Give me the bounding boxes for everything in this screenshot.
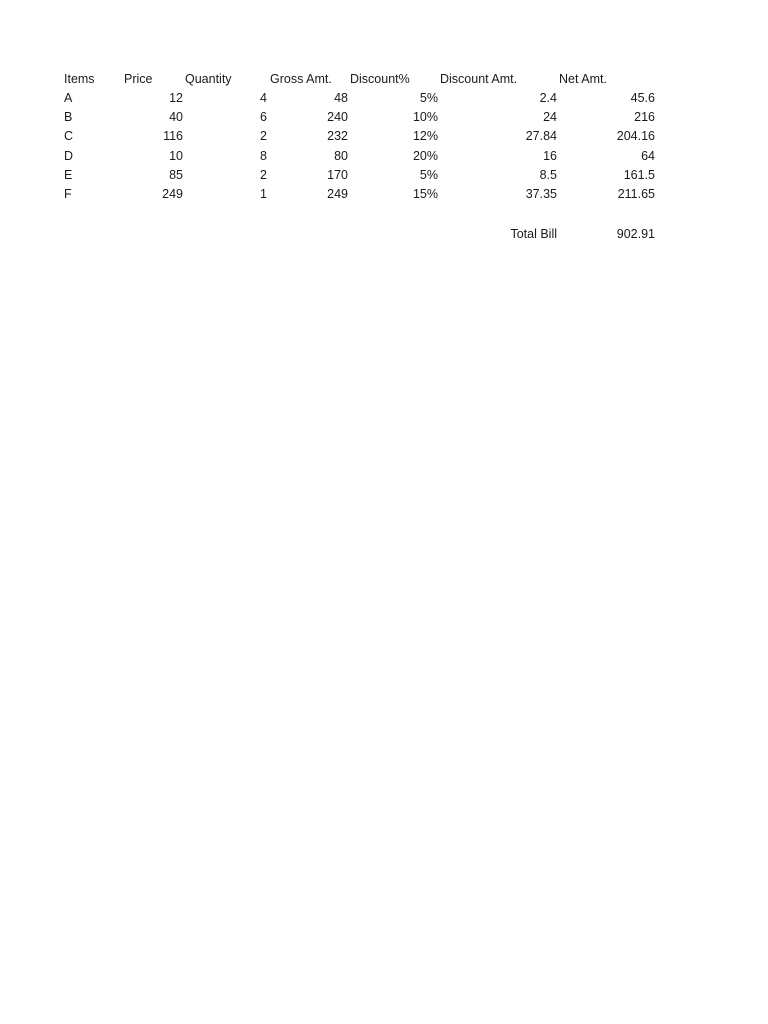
cell-discount-pct: 5% [419,168,438,182]
cell-price: 116 [163,129,183,143]
header-discount-amt: Discount Amt. [440,72,518,86]
header-items: Items [64,72,95,86]
cell-item: E [64,168,73,182]
cell-quantity: 8 [260,149,267,163]
cell-item: A [64,91,73,105]
table-row [0,185,768,204]
header-discount-pct: Discount% [350,72,410,86]
cell-quantity: 1 [260,187,267,201]
cell-gross-amt: 48 [334,91,348,105]
cell-discount-pct: 12% [412,129,438,143]
cell-net-amt: 216 [634,110,655,124]
cell-discount-amt: 27.84 [525,129,557,143]
cell-gross-amt: 170 [327,168,348,182]
cell-net-amt: 161.5 [623,168,655,182]
header-gross-amt: Gross Amt. [270,72,332,86]
cell-discount-pct: 20% [412,149,438,163]
cell-discount-pct: 5% [419,91,438,105]
cell-gross-amt: 80 [334,149,348,163]
table-row [0,127,768,146]
cell-price: 40 [169,110,183,124]
total-bill-value: 902.91 [616,227,655,241]
cell-gross-amt: 232 [327,129,348,143]
cell-price: 85 [169,168,183,182]
cell-discount-amt: 37.35 [525,187,557,201]
cell-quantity: 6 [260,110,267,124]
table-row [0,108,768,127]
cell-discount-amt: 8.5 [539,168,557,182]
cell-discount-pct: 15% [412,187,438,201]
header-quantity: Quantity [185,72,232,86]
cell-net-amt: 204.16 [616,129,655,143]
cell-discount-amt: 2.4 [539,91,557,105]
cell-item: F [64,187,72,201]
header-row [0,70,768,89]
cell-item: D [64,149,74,163]
cell-discount-amt: 16 [543,149,557,163]
cell-discount-amt: 24 [543,110,557,124]
cell-item: C [64,129,74,143]
cell-gross-amt: 240 [327,110,348,124]
total-bill-label: Total Bill [510,227,557,241]
cell-net-amt: 64 [641,149,655,163]
header-price: Price [124,72,153,86]
cell-quantity: 2 [260,129,267,143]
cell-price: 12 [169,91,183,105]
cell-discount-pct: 10% [412,110,438,124]
cell-price: 249 [162,187,183,201]
cell-gross-amt: 249 [327,187,348,201]
header-net-amt: Net Amt. [559,72,607,86]
cell-quantity: 2 [260,168,267,182]
cell-quantity: 4 [260,91,267,105]
cell-price: 10 [169,149,183,163]
total-row [0,225,768,244]
cell-item: B [64,110,73,124]
table-row [0,166,768,185]
table-row [0,147,768,166]
cell-net-amt: 211.65 [617,187,655,201]
table-row [0,89,768,108]
cell-net-amt: 45.6 [630,91,655,105]
